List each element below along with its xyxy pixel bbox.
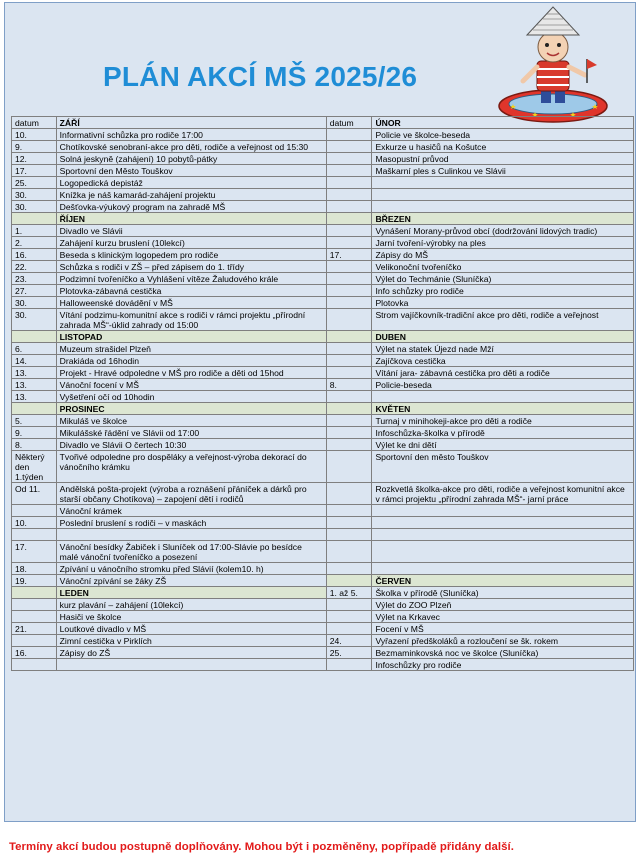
date-cell xyxy=(326,343,372,355)
date-cell: 8. xyxy=(12,439,57,451)
event-cell xyxy=(56,529,326,541)
table-row xyxy=(12,439,634,451)
table-row xyxy=(12,273,634,285)
event-cell: Projekt - Hravé odpoledne v MŠ pro rodiče a děti od 15hod xyxy=(56,367,326,379)
date-header: datum xyxy=(12,117,57,129)
table-row xyxy=(12,213,634,225)
event-cell: Muzeum strašidel Plzeň xyxy=(56,343,326,355)
table-row xyxy=(12,355,634,367)
event-cell: Infoschůzky pro rodiče xyxy=(372,659,634,671)
event-cell: Mikulášské řádění ve Slávii od 17:00 xyxy=(56,427,326,439)
event-cell: Masopustní průvod xyxy=(372,153,634,165)
date-cell: 13. xyxy=(12,367,57,379)
event-cell: Logopedická depistáž xyxy=(56,177,326,189)
date-cell: 17. xyxy=(326,249,372,261)
event-cell: Výlet do ZOO Plzeň xyxy=(372,599,634,611)
date-cell: 17. xyxy=(12,541,57,563)
table-row xyxy=(12,285,634,297)
event-cell: Plotovka xyxy=(372,297,634,309)
event-cell xyxy=(372,391,634,403)
date-cell: 23. xyxy=(12,273,57,285)
event-cell: Vánoční zpívání se žáky ZŠ xyxy=(56,575,326,587)
table-row xyxy=(12,611,634,623)
date-cell: 30. xyxy=(12,297,57,309)
month-heading: ŘÍJEN xyxy=(56,213,326,225)
event-cell: Vyřazení předškoláků a rozloučení se šk. rokem xyxy=(372,635,634,647)
month-heading: BŘEZEN xyxy=(372,213,634,225)
table-row xyxy=(12,379,634,391)
table-row xyxy=(12,249,634,261)
table-row xyxy=(12,237,634,249)
table-row xyxy=(12,517,634,529)
table-row xyxy=(12,261,634,273)
date-cell: 21. xyxy=(12,623,57,635)
month-heading: LISTOPAD xyxy=(56,331,326,343)
date-cell: 30. xyxy=(12,201,57,213)
event-cell xyxy=(372,201,634,213)
event-cell: Zápisy do MŠ xyxy=(372,249,634,261)
event-cell: Výlet na statek Újezd nade Mží xyxy=(372,343,634,355)
month-header: ÚNOR xyxy=(372,117,634,129)
date-cell xyxy=(326,505,372,517)
table-row xyxy=(12,623,634,635)
table-row xyxy=(12,367,634,379)
table-row xyxy=(12,391,634,403)
date-cell: 6. xyxy=(12,343,57,355)
date-cell xyxy=(12,403,57,415)
footer-note: Termíny akcí budou postupně doplňovány. Mohou být i pozměněny, popřípadě přidány další. xyxy=(9,841,514,853)
date-cell xyxy=(326,575,372,587)
event-cell xyxy=(372,505,634,517)
date-cell xyxy=(326,129,372,141)
month-heading: LEDEN xyxy=(56,587,326,599)
date-cell: 30. xyxy=(12,189,57,201)
date-cell xyxy=(326,451,372,483)
date-cell xyxy=(12,213,57,225)
event-cell: Tvořivé odpoledne pro dospěláky a veřejnost-výroba dekorací do vánočního krámku xyxy=(56,451,326,483)
table-row xyxy=(12,177,634,189)
date-cell xyxy=(326,415,372,427)
event-cell: Solná jeskyně (zahájení) 10 pobytů-pátky xyxy=(56,153,326,165)
event-cell: Jarní tvoření-výrobky na ples xyxy=(372,237,634,249)
event-cell: Turnaj v minihokeji-akce pro děti a rodiče xyxy=(372,415,634,427)
event-cell: Exkurze u hasičů na Košutce xyxy=(372,141,634,153)
table-row xyxy=(12,587,634,599)
event-cell xyxy=(372,189,634,201)
date-cell xyxy=(326,261,372,273)
event-cell: Dešťovka-výukový program na zahradě MŠ xyxy=(56,201,326,213)
event-cell: Výlet na Krkavec xyxy=(372,611,634,623)
event-cell xyxy=(372,563,634,575)
date-cell: 19. xyxy=(12,575,57,587)
event-cell: Knížka je náš kamarád-zahájení projektu xyxy=(56,189,326,201)
date-cell: 27. xyxy=(12,285,57,297)
event-cell: Andělská pošta-projekt (výroba a roznášení přáníček a dárků pro starší občany Chotíkova) – zapojení dětí i rodičů xyxy=(56,483,326,505)
event-cell xyxy=(372,529,634,541)
date-cell xyxy=(326,483,372,505)
date-cell xyxy=(326,529,372,541)
event-cell: Vítání jara- zábavná cestička pro děti a rodiče xyxy=(372,367,634,379)
event-cell: Policie-beseda xyxy=(372,379,634,391)
date-cell: 10. xyxy=(12,517,57,529)
event-cell: Zahájení kurzu bruslení (10lekcí) xyxy=(56,237,326,249)
table-row xyxy=(12,451,634,483)
date-cell: 25. xyxy=(12,177,57,189)
date-cell xyxy=(12,587,57,599)
month-heading: DUBEN xyxy=(372,331,634,343)
date-cell: 16. xyxy=(12,647,57,659)
event-cell: Divadlo ve Slávii O čertech 10:30 xyxy=(56,439,326,451)
event-cell: Výlet ke dni dětí xyxy=(372,439,634,451)
event-cell: Vánoční krámek xyxy=(56,505,326,517)
month-heading: KVĚTEN xyxy=(372,403,634,415)
date-cell: 12. xyxy=(12,153,57,165)
event-cell: Focení v MŠ xyxy=(372,623,634,635)
table-row xyxy=(12,575,634,587)
date-cell xyxy=(326,355,372,367)
table-row xyxy=(12,297,634,309)
table-row xyxy=(12,635,634,647)
date-cell xyxy=(12,635,57,647)
event-cell: Mikuláš ve školce xyxy=(56,415,326,427)
date-cell xyxy=(326,213,372,225)
date-cell: 25. xyxy=(326,647,372,659)
event-cell: Infoschůzka-školka v přírodě xyxy=(372,427,634,439)
date-cell xyxy=(326,273,372,285)
date-cell: 5. xyxy=(12,415,57,427)
event-cell: Strom vajíčkovník-tradiční akce pro děti, rodiče a veřejnost xyxy=(372,309,634,331)
table-row xyxy=(12,201,634,213)
event-cell: Loutkové divadlo v MŠ xyxy=(56,623,326,635)
date-cell: 1. xyxy=(12,225,57,237)
table-row xyxy=(12,563,634,575)
table-row xyxy=(12,483,634,505)
date-cell: 16. xyxy=(12,249,57,261)
date-cell xyxy=(326,659,372,671)
table-row xyxy=(12,415,634,427)
event-cell: Policie ve školce-beseda xyxy=(372,129,634,141)
date-cell xyxy=(12,529,57,541)
event-cell: Vyšetření očí od 10hodin xyxy=(56,391,326,403)
date-header: datum xyxy=(326,117,372,129)
date-cell xyxy=(326,285,372,297)
date-cell: 22. xyxy=(12,261,57,273)
date-cell xyxy=(326,599,372,611)
event-cell: Zápisy do ZŠ xyxy=(56,647,326,659)
event-cell: Školka v přírodě (Sluníčka) xyxy=(372,587,634,599)
table-row xyxy=(12,141,634,153)
table-row xyxy=(12,225,634,237)
table-row xyxy=(12,541,634,563)
date-cell xyxy=(326,177,372,189)
date-cell: 9. xyxy=(12,141,57,153)
date-cell: 14. xyxy=(12,355,57,367)
date-cell xyxy=(326,189,372,201)
date-cell xyxy=(326,141,372,153)
date-cell xyxy=(326,427,372,439)
event-cell: Podzimní tvořeníčko a Vyhlášení vítěze Žaludového krále xyxy=(56,273,326,285)
table-row xyxy=(12,427,634,439)
date-cell xyxy=(12,611,57,623)
event-cell: Sportovní den Město Touškov xyxy=(56,165,326,177)
date-cell xyxy=(12,505,57,517)
date-cell xyxy=(326,309,372,331)
event-cell: Plotovka-zábavná cestička xyxy=(56,285,326,297)
table-row xyxy=(12,505,634,517)
date-cell: 13. xyxy=(12,391,57,403)
event-cell: Schůzka s rodiči v ZŠ – před zápisem do 1. třídy xyxy=(56,261,326,273)
event-cell: Vánoční besídky Žabiček i Sluníček od 17:00-Slávie po besídce malé vánoční tvořeníčko a posezení xyxy=(56,541,326,563)
event-cell: Bezmaminkovská noc ve školce (Sluníčka) xyxy=(372,647,634,659)
table-header-row xyxy=(12,117,634,129)
child-mascot-illustration xyxy=(493,3,621,125)
date-cell xyxy=(326,563,372,575)
month-heading: PROSINEC xyxy=(56,403,326,415)
date-cell xyxy=(326,623,372,635)
table-row xyxy=(12,659,634,671)
date-cell xyxy=(326,237,372,249)
table-row xyxy=(12,165,634,177)
date-cell xyxy=(326,403,372,415)
event-cell: Chotíkovské senobraní-akce pro děti, rodiče a veřejnost od 15:30 xyxy=(56,141,326,153)
plan-page xyxy=(4,2,636,853)
date-cell: Některý den 1.týden xyxy=(12,451,57,483)
date-cell: 1. až 5. xyxy=(326,587,372,599)
table-row xyxy=(12,129,634,141)
event-cell: Maškarní ples s Culinkou ve Slávii xyxy=(372,165,634,177)
page-title: PLÁN AKCÍ MŠ 2025/26 xyxy=(103,61,418,92)
date-cell xyxy=(326,391,372,403)
date-cell: 24. xyxy=(326,635,372,647)
event-cell: Informativní schůzka pro rodiče 17:00 xyxy=(56,129,326,141)
date-cell: 10. xyxy=(12,129,57,141)
event-cell: Vítání podzimu-komunitní akce s rodiči v rámci projektu „přírodní zahrada MŠ“-úklid zahrady od 15:00 xyxy=(56,309,326,331)
event-cell: Rozkvetlá školka-akce pro děti, rodiče a veřejnost komunitní akce v rámci projektu „přírodní zahrada MŠ“- jarní práce xyxy=(372,483,634,505)
event-cell xyxy=(372,541,634,563)
table-row xyxy=(12,403,634,415)
event-cell: Sportovní den město Touškov xyxy=(372,451,634,483)
event-cell: Zimní cestička v Pirklích xyxy=(56,635,326,647)
table-row xyxy=(12,331,634,343)
event-cell: Vynášení Morany-průvod obcí (dodržování lidových tradic) xyxy=(372,225,634,237)
event-cell: Hasiči ve školce xyxy=(56,611,326,623)
date-cell xyxy=(326,165,372,177)
date-cell: 9. xyxy=(12,427,57,439)
table-row xyxy=(12,599,634,611)
date-cell xyxy=(326,331,372,343)
event-cell xyxy=(56,659,326,671)
date-cell xyxy=(326,153,372,165)
event-cell xyxy=(372,517,634,529)
event-cell: Vánoční focení v MŠ xyxy=(56,379,326,391)
date-cell: 2. xyxy=(12,237,57,249)
date-cell xyxy=(326,517,372,529)
event-cell: Halloweenské dovádění v MŠ xyxy=(56,297,326,309)
date-cell: 17. xyxy=(12,165,57,177)
event-cell: Drakiáda od 16hodin xyxy=(56,355,326,367)
event-cell: Info schůzky pro rodiče xyxy=(372,285,634,297)
plan-table xyxy=(11,116,634,671)
event-cell: Zajíčkova cestička xyxy=(372,355,634,367)
date-cell xyxy=(326,439,372,451)
event-cell: kurz plavání – zahájení (10lekcí) xyxy=(56,599,326,611)
date-cell xyxy=(12,331,57,343)
date-cell: 18. xyxy=(12,563,57,575)
date-cell xyxy=(12,659,57,671)
month-header: ZÁŘÍ xyxy=(56,117,326,129)
table-row xyxy=(12,189,634,201)
date-cell xyxy=(12,599,57,611)
table-row xyxy=(12,153,634,165)
date-cell xyxy=(326,297,372,309)
event-cell: Divadlo ve Slávii xyxy=(56,225,326,237)
date-cell xyxy=(326,611,372,623)
month-heading: ČERVEN xyxy=(372,575,634,587)
event-cell: Zpívání u vánočního stromku před Slávií (kolem10. h) xyxy=(56,563,326,575)
date-cell: 8. xyxy=(326,379,372,391)
table-row xyxy=(12,647,634,659)
date-cell xyxy=(326,225,372,237)
date-cell xyxy=(326,201,372,213)
event-cell: Výlet do Techmánie (Sluníčka) xyxy=(372,273,634,285)
date-cell xyxy=(326,367,372,379)
date-cell: 13. xyxy=(12,379,57,391)
event-cell xyxy=(372,177,634,189)
table-row xyxy=(12,343,634,355)
event-cell: Poslední bruslení s rodiči – v maskách xyxy=(56,517,326,529)
table-row xyxy=(12,529,634,541)
date-cell: 30. xyxy=(12,309,57,331)
date-cell xyxy=(326,541,372,563)
event-cell: Velikonoční tvořeníčko xyxy=(372,261,634,273)
event-cell: Beseda s klinickým logopedem pro rodiče xyxy=(56,249,326,261)
table-row xyxy=(12,309,634,331)
date-cell: Od 11. xyxy=(12,483,57,505)
